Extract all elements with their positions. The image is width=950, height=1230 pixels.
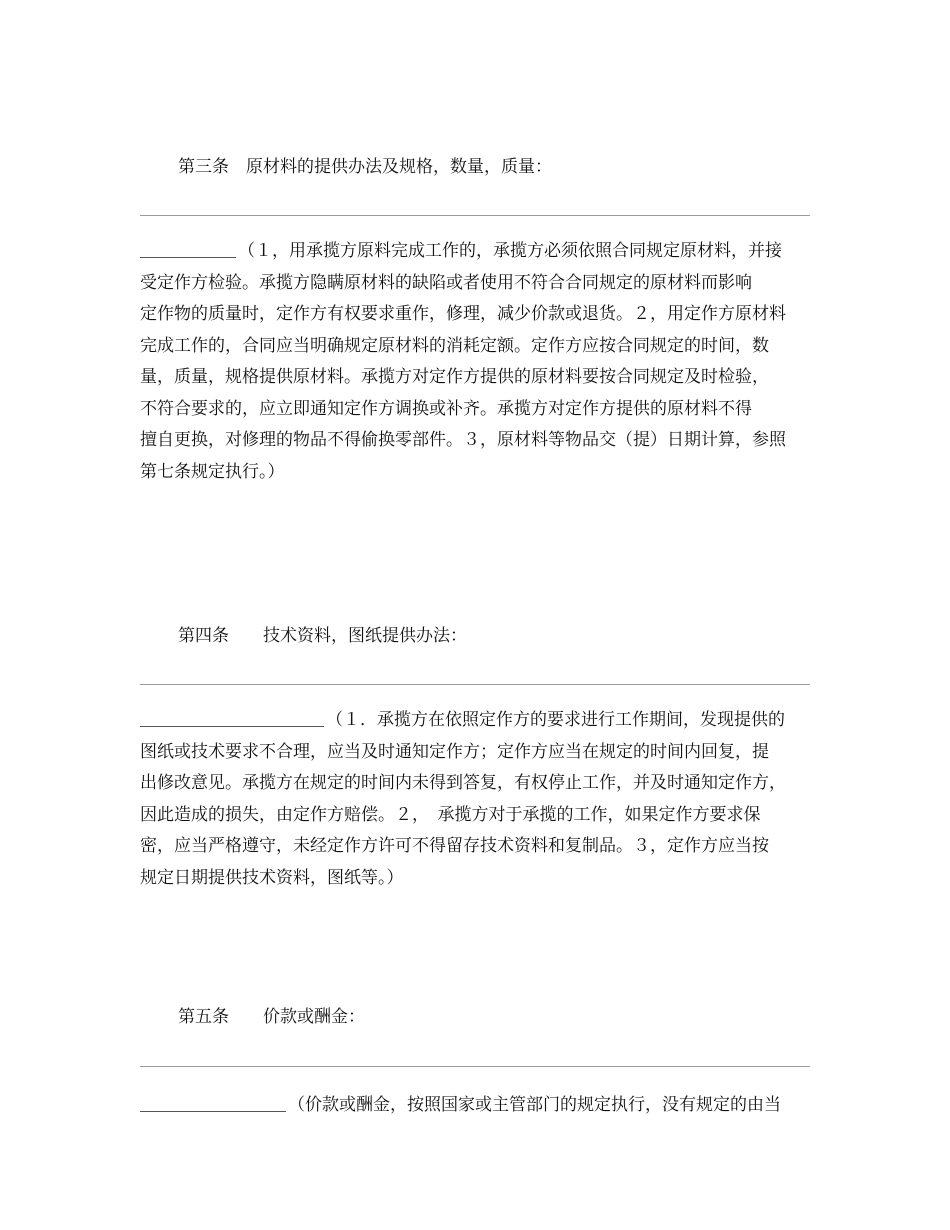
body-line: 受定作方检验。承揽方隐瞒原材料的缺陷或者使用不符合合同规定的原材料而影响 (140, 272, 752, 293)
body-line: 量，质量，规格提供原材料。承揽方对定作方提供的原材料要按合同规定及时检验， (140, 367, 769, 387)
fill-in-line (140, 215, 810, 216)
section-5-heading: 第五条 价款或酬金： (178, 1007, 365, 1027)
body-line: 擅自更换，对修理的物品不得偷换零部件。３，原材料等物品交（提）日期计算，参照 (140, 430, 786, 450)
section-5-body (140, 1090, 812, 1122)
fill-in-line (140, 1066, 810, 1067)
body-line: 定作物的质量时，定作方有权要求重作，修理，减少价款或退货。２，用定作方原材料 (140, 304, 786, 324)
fill-in-blank (140, 239, 236, 258)
section-3-heading: 第三条 原材料的提供办法及规格，数量，质量： (178, 157, 552, 177)
section-4-body (140, 705, 812, 894)
body-line: （价款或酬金，按照国家或主管部门的规定执行，没有规定的由当 (140, 1090, 812, 1122)
body-line: 因此造成的损失，由定作方赔偿。２， 承揽方对于承揽的工作，如果定作方要求保 (140, 804, 761, 825)
body-line: 完成工作的，合同应当明确规定原材料的消耗定额。定作方应按合同规定的时间，数 (140, 335, 769, 356)
fill-in-blank (140, 1093, 286, 1112)
body-line: 不符合要求的，应立即通知定作方调换或补齐。承揽方对定作方提供的原材料不得 (140, 398, 752, 419)
body-line: 密，应当严格遵守，未经定作方许可不得留存技术资料和复制品。３，定作方应当按 (140, 836, 769, 856)
fill-in-line (140, 684, 810, 685)
body-line: 图纸或技术要求不合理，应当及时通知定作方；定作方应当在规定的时间内回复，提 (140, 741, 769, 762)
body-line: （１，用承揽方原料完成工作的，承揽方必须依照合同规定原材料，并接 (140, 236, 812, 268)
body-line: （１．承揽方在依照定作方的要求进行工作期间，发现提供的 (140, 705, 812, 737)
fill-in-blank (140, 708, 324, 727)
body-line: 规定日期提供技术资料，图纸等。） (140, 867, 404, 888)
section-4-heading: 第四条 技术资料，图纸提供办法： (178, 626, 467, 646)
body-line: 第七条规定执行。） (140, 461, 285, 482)
body-line: 出修改意见。承揽方在规定的时间内未得到答复，有权停止工作，并及时通知定作方， (140, 773, 786, 793)
section-3-body (140, 236, 812, 488)
